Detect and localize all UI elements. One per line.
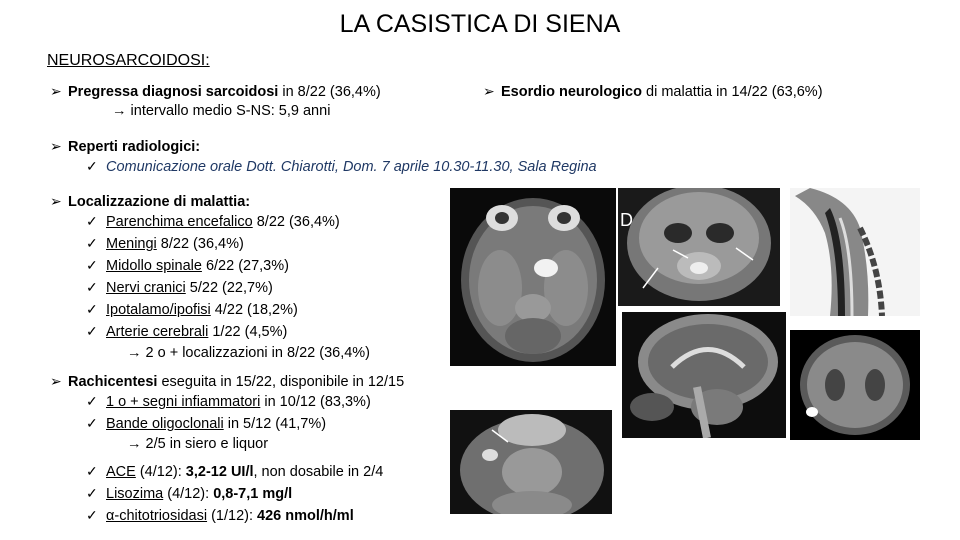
arrow-bullet-icon: ➢ <box>50 138 62 154</box>
list-item <box>86 484 292 503</box>
list-item <box>86 234 244 253</box>
list-item <box>86 278 273 297</box>
item-value: 5/22 (22,7%) <box>185 280 273 296</box>
bullet-neuro-onset <box>483 82 823 101</box>
bullet-lead: Localizzazione di malattia: <box>68 194 251 210</box>
item-value: 8/22 (36,4%) <box>252 214 340 230</box>
summary-text: 2 o + localizzazioni in 8/22 (36,4%) <box>145 345 371 361</box>
mri-axial-graphic <box>450 188 616 366</box>
item-value: in 10/12 (83,3%) <box>260 394 371 410</box>
item-value: 4/22 (18,2%) <box>210 302 298 318</box>
bullet-text: eseguita in 15/22, disponibile in 12/15 <box>157 374 405 390</box>
item-count: (4/12): <box>163 486 214 502</box>
mri-sagittal-graphic <box>622 312 786 438</box>
sub-communication <box>86 157 597 176</box>
localization-summary <box>127 344 370 362</box>
check-icon: ✓ <box>86 393 98 409</box>
item-note: , non dosabile in 2/4 <box>253 464 384 480</box>
mri-axial-enhancing-lesion <box>450 188 616 366</box>
item-value: in 5/12 (41,7%) <box>223 416 327 432</box>
check-icon: ✓ <box>86 485 98 501</box>
item-count: (4/12): <box>135 464 186 480</box>
check-icon: ✓ <box>86 257 98 273</box>
list-item <box>86 414 326 433</box>
mri-coronal-graphic <box>618 188 780 306</box>
item-name: Meningi <box>106 236 157 252</box>
page-title: LA CASISTICA DI SIENA <box>339 10 621 38</box>
check-icon: ✓ <box>86 301 98 317</box>
item-value: 1/22 (4,5%) <box>208 324 288 340</box>
item-value: 6/22 (27,3%) <box>201 258 289 274</box>
item-name: Nervi cranici <box>106 280 186 296</box>
bullet-text: di malattia in 14/22 (63,6%) <box>641 84 823 100</box>
section-heading: NEUROSARCOIDOSI: <box>47 52 210 69</box>
right-arrow-icon: → <box>127 345 146 361</box>
check-icon: ✓ <box>86 279 98 295</box>
check-icon: ✓ <box>86 323 98 339</box>
mri-spine-sagittal <box>790 188 920 316</box>
list-item <box>86 212 340 231</box>
list-item <box>86 392 371 411</box>
bullet-radiology <box>50 137 200 156</box>
check-icon: ✓ <box>86 463 98 479</box>
summary-text: 2/5 in siero e liquor <box>145 436 269 452</box>
bullet-text: in 8/22 (36,4%) <box>278 84 381 100</box>
mri-pons-graphic <box>450 410 612 514</box>
check-icon: ✓ <box>86 158 98 174</box>
arrow-bullet-icon: ➢ <box>483 83 495 99</box>
sub-interval <box>112 102 330 120</box>
item-name: 1 o + segni infiammatori <box>106 394 261 410</box>
mri-dwi-axial <box>790 330 920 440</box>
arrow-bullet-icon: ➢ <box>50 373 62 389</box>
mri-coronal-image <box>618 188 780 306</box>
bullet-lead: Esordio neurologico <box>501 84 642 100</box>
bullet-prior-diagnosis <box>50 82 381 101</box>
item-name: ACE <box>106 464 136 480</box>
item-name: Lisozima <box>106 486 164 502</box>
bullet-localization <box>50 192 250 211</box>
item-name: Midollo spinale <box>106 258 202 274</box>
arrow-bullet-icon: ➢ <box>50 193 62 209</box>
list-item <box>86 300 298 319</box>
list-item <box>86 506 354 525</box>
bullet-csf <box>50 372 404 391</box>
item-name: Arterie cerebrali <box>106 324 209 340</box>
list-item <box>86 322 287 341</box>
item-name: Parenchima encefalico <box>106 214 253 230</box>
item-value: 426 nmol/h/ml <box>257 508 354 524</box>
check-icon: ✓ <box>86 213 98 229</box>
check-icon: ✓ <box>86 415 98 431</box>
item-name: α-chitotriosidasi <box>106 508 208 524</box>
mri-spine-graphic <box>790 188 920 316</box>
csf-summary <box>127 435 268 453</box>
right-arrow-icon: → <box>127 436 146 452</box>
item-value: 8/22 (36,4%) <box>156 236 244 252</box>
sub-text: Comunicazione orale Dott. Chiarotti, Dom. 7 aprile 10.30-11.30, Sala Regina <box>106 159 597 175</box>
mri-axial-pons <box>450 410 612 514</box>
bullet-lead: Reperti radiologici: <box>68 139 201 155</box>
mri-sagittal-brain <box>622 312 786 438</box>
item-value: 3,2-12 UI/l <box>185 464 254 480</box>
mri-dwi-graphic <box>790 330 920 440</box>
bullet-lead: Pregressa diagnosi sarcoidosi <box>68 84 279 100</box>
item-count: (1/12): <box>207 508 258 524</box>
item-name: Bande oligoclonali <box>106 416 224 432</box>
list-item <box>86 256 289 275</box>
check-icon: ✓ <box>86 507 98 523</box>
bullet-lead: Rachicentesi <box>68 374 158 390</box>
image-label: D <box>620 210 633 230</box>
sub-text: intervallo medio S-NS: 5,9 anni <box>130 103 331 119</box>
item-value: 0,8-7,1 mg/l <box>213 486 293 502</box>
item-name: Ipotalamo/ipofisi <box>106 302 211 318</box>
list-item <box>86 462 383 481</box>
arrow-bullet-icon: ➢ <box>50 83 62 99</box>
right-arrow-icon: → <box>112 103 131 119</box>
check-icon: ✓ <box>86 235 98 251</box>
